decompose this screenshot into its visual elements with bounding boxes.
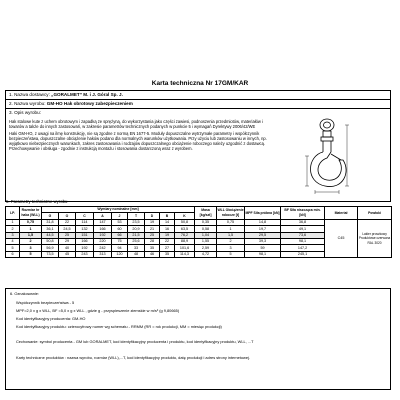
description-paragraph: Hak stalowe kute z uchem obrotowym i zapadką ze sprężyną, do wykorzystania jako części zawiesi, podnoszenia przedmiotów, materiałów i towarów a także do innych zastosowań, w zakresie parametrów technicznych podanych w punkcie 5 i wymagań Dyrektywy 2006/42/WE: [9, 119, 263, 130]
table-cell: 3: [20, 245, 42, 251]
col-j: J: [112, 213, 128, 219]
table-cell: 73,5: [42, 251, 59, 257]
table-cell: 36,1: [42, 226, 59, 232]
table-cell: 44,5: [42, 232, 59, 238]
table-cell: 2: [20, 238, 42, 244]
table-cell: 53: [112, 219, 128, 225]
table-cell: 242: [94, 245, 112, 251]
table-cell: 48: [128, 251, 145, 257]
table-cell: 151: [76, 232, 94, 238]
table-cell: 5: [217, 251, 245, 257]
supplier-row: [6, 91, 390, 100]
document-title: Karta techniczna Nr 17GM/KAR: [151, 80, 249, 87]
col-a: A: [94, 213, 112, 219]
description-label: 3. Opis wyrobu:: [9, 110, 41, 115]
table-cell: 23,5: [128, 219, 145, 225]
table-cell: 4,72: [195, 251, 217, 257]
table-cell: 49,1: [281, 226, 325, 232]
table-cell: 25,6: [128, 238, 145, 244]
table-cell: 1,04: [195, 232, 217, 238]
table-cell: 0,35: [195, 219, 217, 225]
table-cell: 313: [94, 251, 112, 257]
table-cell: 50,8: [175, 219, 195, 225]
col-c: C: [76, 213, 94, 219]
table-cell: 88,9: [175, 238, 195, 244]
table-cell: 0,75: [20, 219, 42, 225]
col-lp: LP.: [6, 207, 20, 220]
table-cell: 19: [145, 219, 160, 225]
table-cell: 166: [76, 238, 94, 244]
col-material: Materiał: [325, 207, 358, 220]
table-cell: 76,2: [175, 232, 195, 238]
table-cell: 29: [59, 238, 76, 244]
table-cell: 56,9: [42, 245, 59, 251]
col-wll-class: Rozmiar hr haka (WLL): [20, 207, 42, 220]
col-k: K: [175, 213, 195, 219]
table-cell: 39,3: [245, 238, 281, 244]
table-cell: 24,5: [59, 226, 76, 232]
table-cell: 2: [6, 226, 20, 232]
table-cell: 19: [160, 232, 175, 238]
table-cell: 1: [6, 219, 20, 225]
table-cell: 192: [76, 245, 94, 251]
table-cell: 29,5: [245, 232, 281, 238]
col-b: B: [160, 213, 175, 219]
table-cell: 0,58: [195, 226, 217, 232]
table-cell: 120: [112, 251, 128, 257]
supplier-label: 1. Nazwa dostawcy:: [9, 92, 50, 97]
col-d: D: [145, 213, 160, 219]
material-cell: C45: [325, 219, 358, 257]
col-wll: WLL Obciążenie robocze [t]: [217, 207, 245, 220]
note-item: Współczynnik bezpieczeństwa - 5: [16, 300, 75, 305]
col-mass: Masa [kg/szt]: [195, 207, 217, 220]
table-cell: 73,6: [281, 232, 325, 238]
table-cell: 1: [20, 226, 42, 232]
table-cell: 75: [112, 238, 128, 244]
col-surface: Powłoki: [358, 207, 392, 220]
description-paragraph: Haki GM-HO, z uwagi na ilmę konstrukcję, nie są zgodne z normą EN 1677-5. Moduły dopuszczalne wytrzymałe parametry i współczynnik bezpieczeństwa, dopuszczalne obciążenie haków podano dla normalnych warunków użytkowania. Przy użyciu lub zastosowaniu w innych, np. wyjątkowo niebezpiecznych warunkach, zakres zastosowania i rodzajów dopuszczalnego obciążenie roboczego należy uzgodnić z dostawcą. Przechowywanie i obsługa - zgodnie z instrukcją montażu i stosowania dostarczoną wraz z wyrobem.: [9, 130, 267, 152]
table-cell: 98,1: [245, 251, 281, 257]
col-t: T: [128, 213, 145, 219]
table-cell: 114,3: [175, 251, 195, 257]
table-cell: 220: [94, 238, 112, 244]
table-cell: 27: [160, 245, 175, 251]
table-cell: 243: [76, 251, 94, 257]
product-label: 2. Nazwa wyrobu:: [9, 101, 46, 106]
table-cell: 98,1: [281, 238, 325, 244]
table-cell: 16: [160, 226, 175, 232]
table-cell: 132: [76, 226, 94, 232]
table-cell: 192: [94, 232, 112, 238]
table-cell: 46: [145, 251, 160, 257]
params-label: 5. Parametry techniczne wyrobu: [6, 199, 68, 204]
table-cell: 25: [59, 232, 76, 238]
table-cell: 31,8: [42, 219, 59, 225]
table-cell: 19,7: [245, 226, 281, 232]
note-item: Kod identyfikacyjny producenta: GM-HO: [16, 316, 86, 321]
col-dims: Wymiary nominalne [mm]: [42, 207, 195, 213]
table-cell: 114: [76, 219, 94, 225]
product-value: GM-HO Hak obrotowy zabezpieczeniem: [46, 101, 133, 106]
table-cell: 22: [160, 238, 175, 244]
table-cell: 63,5: [175, 226, 195, 232]
table-cell: 60: [112, 226, 128, 232]
notes-heading: 6. Oznakowanie:: [10, 291, 39, 296]
table-cell: 59: [245, 245, 281, 251]
table-cell: 50,8: [42, 238, 59, 244]
note-item: Kod identyfikacyjny produktu: czterocyfrowy numer wg schematu - RRMM (RR = rok produkcji, MM = miesiąc produkcji): [16, 324, 222, 329]
table-cell: 21: [145, 226, 160, 232]
table-cell: 6: [6, 251, 20, 257]
table-cell: 3: [6, 232, 20, 238]
table-cell: 33: [128, 245, 145, 251]
table-cell: 166: [94, 226, 112, 232]
note-item: Cechowanie: symbol producenta - GM lub GORALMET, kod identyfikacyjny producenta i produktu, kod identyfikacyjny produktu, WLL, ...T: [16, 339, 254, 344]
table-cell: 1,55: [195, 238, 217, 244]
table-cell: 14: [160, 219, 175, 225]
notes-box: [5, 288, 391, 390]
table-cell: 147,2: [281, 245, 325, 251]
col-bf: BF Siła niszcząca min. [kN]: [281, 207, 325, 220]
table-cell: 147: [94, 219, 112, 225]
col-mpf: MPF Siła próbna [kN]: [245, 207, 281, 220]
table-cell: 45: [59, 251, 76, 257]
table-cell: 22: [59, 219, 76, 225]
table-cell: 0,75: [217, 219, 245, 225]
table-cell: 5: [20, 251, 42, 257]
table-cell: 101,6: [175, 245, 195, 251]
table-cell: 2: [217, 238, 245, 244]
table-cell: 35: [145, 245, 160, 251]
table-cell: 245,1: [281, 251, 325, 257]
table-cell: 40: [59, 245, 76, 251]
table-cell: 66: [112, 232, 128, 238]
surface-cell: Lakier proszkowy Produktowe czerwona RAL 3020: [358, 219, 392, 257]
table-cell: 36,8: [281, 219, 325, 225]
table-cell: 5: [6, 245, 20, 251]
table-cell: 94: [112, 245, 128, 251]
product-row: [6, 100, 390, 109]
col-o: O: [59, 213, 76, 219]
hook-drawing-icon: [285, 116, 369, 196]
table-cell: 2,59: [195, 245, 217, 251]
col-g: G: [42, 213, 59, 219]
note-item: Karty techniczne produktów : nazwa wyrobu, rozmiar (WLL),...T, kod identyfikacyjny produktu, datę produkcji i adres strony internetowej.: [16, 355, 250, 360]
table-cell: 28: [145, 238, 160, 244]
note-item: MPF=2,0 x g x WLL, BF =5,0 x g x WLL , gdzie g - przyspieszenie ziemskie w m/s² (g 9,80665): [16, 308, 180, 313]
table-cell: 21,5: [128, 232, 145, 238]
params-table: [5, 206, 392, 258]
table-cell: 35: [160, 251, 175, 257]
table-cell: 4: [6, 238, 20, 244]
supplier-value: „GORALMET” M. i J. Góral Sp. J.: [51, 92, 123, 97]
table-cell: 14,8: [245, 219, 281, 225]
table-cell: 20,9: [128, 226, 145, 232]
table-body: [6, 219, 392, 257]
table-cell: 1,5: [217, 232, 245, 238]
table-cell: 1: [217, 226, 245, 232]
table-cell: 1,5: [20, 232, 42, 238]
description-text: [9, 119, 279, 153]
table-cell: 3: [217, 245, 245, 251]
table-cell: 25: [145, 232, 160, 238]
